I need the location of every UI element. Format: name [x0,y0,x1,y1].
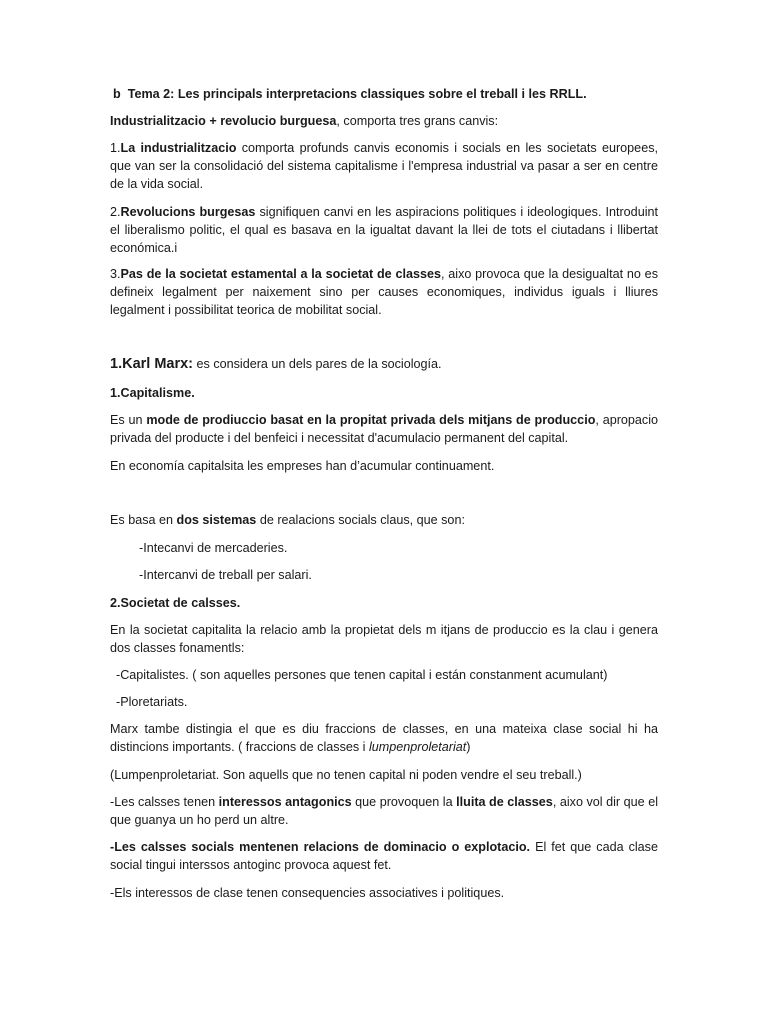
capitalisme-accumulation: En economía capitalsita les empreses han d’acumular continuament. [110,459,495,473]
marx-heading: 1.Karl Marx: es considera un dels pares de la sociología. [110,356,442,372]
change-industrialization: 1.La industrialitzacio comporta profunds canvis economis i socials en les societats europees, que van ser la consolidació del sistema capitalisme i l'empresa industrial va pasar a ser en centre de la vida social. [110,141,658,191]
list-item: -Intecanvi de mercaderies. [139,541,288,555]
capitalisme-systems: Es basa en dos sistemas de realacions socials claus, que son: [110,513,465,527]
societat-intro: En la societat capitalita la relacio amb la propietat dels m itjans de produccio es la clau i genera dos classes fonamentls: [110,623,658,655]
capitalisme-heading: 1.Capitalisme. [110,386,195,400]
change-bourgeois-revolutions: 2.Revolucions burgesas signifiquen canvi en les aspiracions politiques i ideologiques. Introduint el liberalismo politic, el qual es basava en la igualtat davant la llei de tots el ciutadans i llibertat económica.i [110,205,658,255]
document-title: b Tema 2: Les principals interpretacions classiques sobre el treball i les RRLL. [113,87,587,101]
intro-paragraph: Industrialitzacio + revolucio burguesa, comporta tres grans canvis: [110,114,499,128]
class-fractions-paragraph: Marx tambe distingia el que es diu fraccions de classes, en una mateixa clase social hi ha distincions importants. ( fraccions de classes i lumpenproletariat) [110,722,658,754]
change-class-society: 3.Pas de la societat estamental a la societat de classes, aixo provoca que la desigualtat no es defineix legalment per naixement sino per causes economiques, individus iguals i lliures legalment i possibilitat teorica de mobilitat social. [110,267,658,317]
list-item: -Ploretariats. [116,695,188,709]
list-item: -Intercanvi de treball per salari. [139,568,312,582]
consequences-paragraph: -Els interessos de clase tenen consequencies associatives i politiques. [110,886,505,900]
lumpenproletariat-note: (Lumpenproletariat. Son aquells que no tenen capital ni poden vendre el seu treball.) [110,768,582,782]
list-item: -Capitalistes. ( son aquelles persones que tenen capital i están constanment acumulant) [116,668,608,682]
antagonic-interests-paragraph: -Les calsses tenen interessos antagonics que provoquen la lluita de classes, aixo vol dir que el que guanya un ho perd un altre. [110,795,658,827]
capitalisme-definition: Es un mode de prodiuccio basat en la propitat privada dels mitjans de produccio, apropacio privada del producte i del benfeici i necessitat d'acumulacio permanent del capital. [110,413,659,445]
societat-heading: 2.Societat de calsses. [110,596,241,610]
domination-paragraph: -Les calsses socials mentenen relacions de dominacio o explotacio. El fet que cada clase social tingui interssos antoginc provoca aquest fet. [110,840,658,872]
